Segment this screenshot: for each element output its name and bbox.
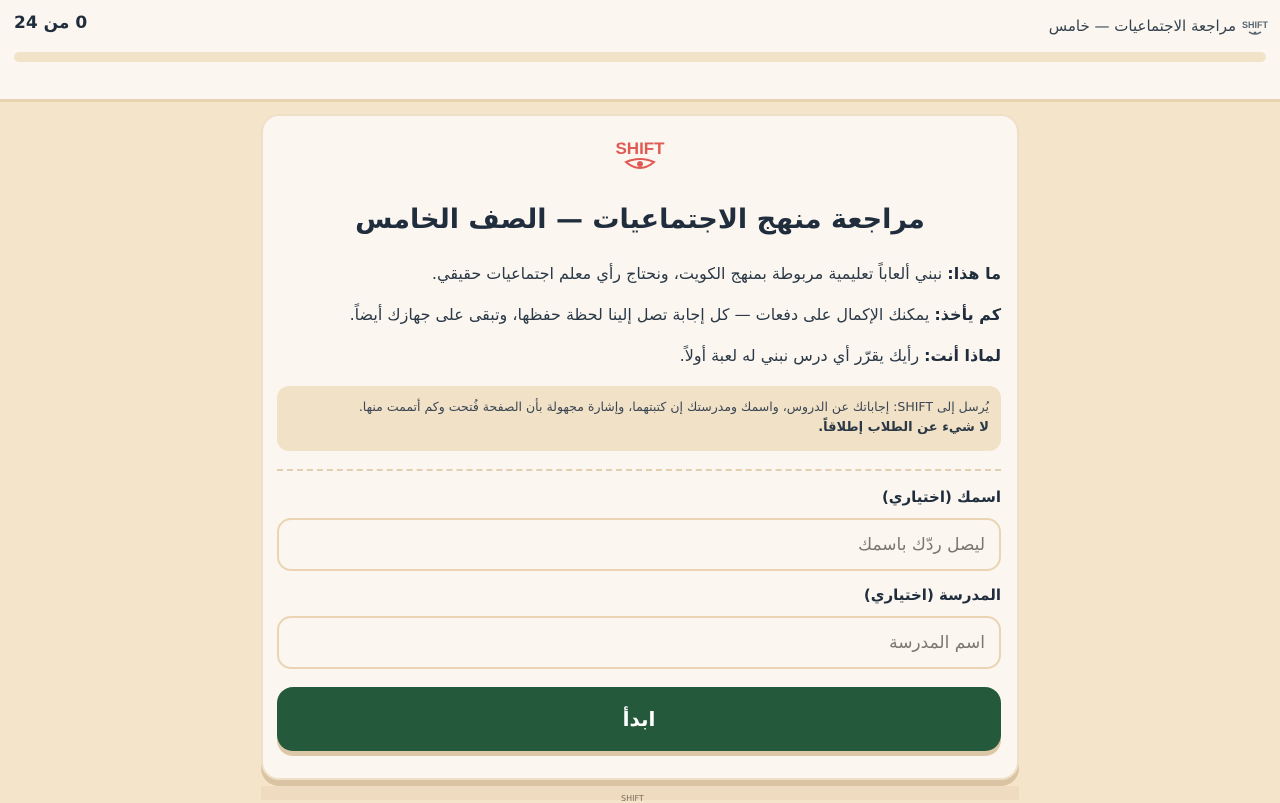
footer-strip [261,786,1019,803]
name-input[interactable] [277,518,1001,571]
privacy-notice-text: يُرسل إلى SHIFT: إجاباتك عن الدروس، واسمك ومدرستك إن كتبتهما، وإشارة مجهولة بأن الصفحة فُتحت وكم أتممت منها. [358,399,989,414]
intro-why: لماذا أنت: رأيك يقرّر أي درس نبني له لعبة أولاً. [679,346,1001,365]
brand [1049,14,1266,38]
intro-card [261,114,1019,780]
start-button[interactable]: ابدأ [277,687,1001,751]
divider [277,469,1001,471]
top-bar [0,0,1280,102]
progress-bar [14,52,1266,62]
footer-text: SHIFT [621,794,644,803]
privacy-notice [277,386,1001,451]
page-title: مراجعة الاجتماعيات — خامس [1048,17,1236,35]
school-label: المدرسة (اختياري) [863,586,1001,604]
name-label: اسمك (اختياري) [881,488,1001,506]
intro-what: ما هذا: نبني ألعاباً تعليمية مربوطة بمنهج الكويت، ونحتاج رأي معلم اجتماعيات حقيقي. [431,264,1001,283]
card-title: مراجعة منهج الاجتماعيات — الصف الخامس [355,204,925,235]
school-input[interactable] [277,616,1001,669]
privacy-notice-emphasis: لا شيء عن الطلاب إطلاقاً. [818,420,989,435]
svg-text:SHIFT: SHIFT [615,139,665,158]
shift-logo-icon [1244,14,1266,38]
question-counter: 0 من 24 [14,13,88,33]
intro-duration: كم يأخذ: يمكنك الإكمال على دفعات — كل إجابة تصل إلينا لحظة حفظها، وتبقى على جهازك أيضاً. [349,305,1001,324]
shift-logo [617,132,663,176]
svg-text:SHIFT: SHIFT [1242,20,1268,30]
